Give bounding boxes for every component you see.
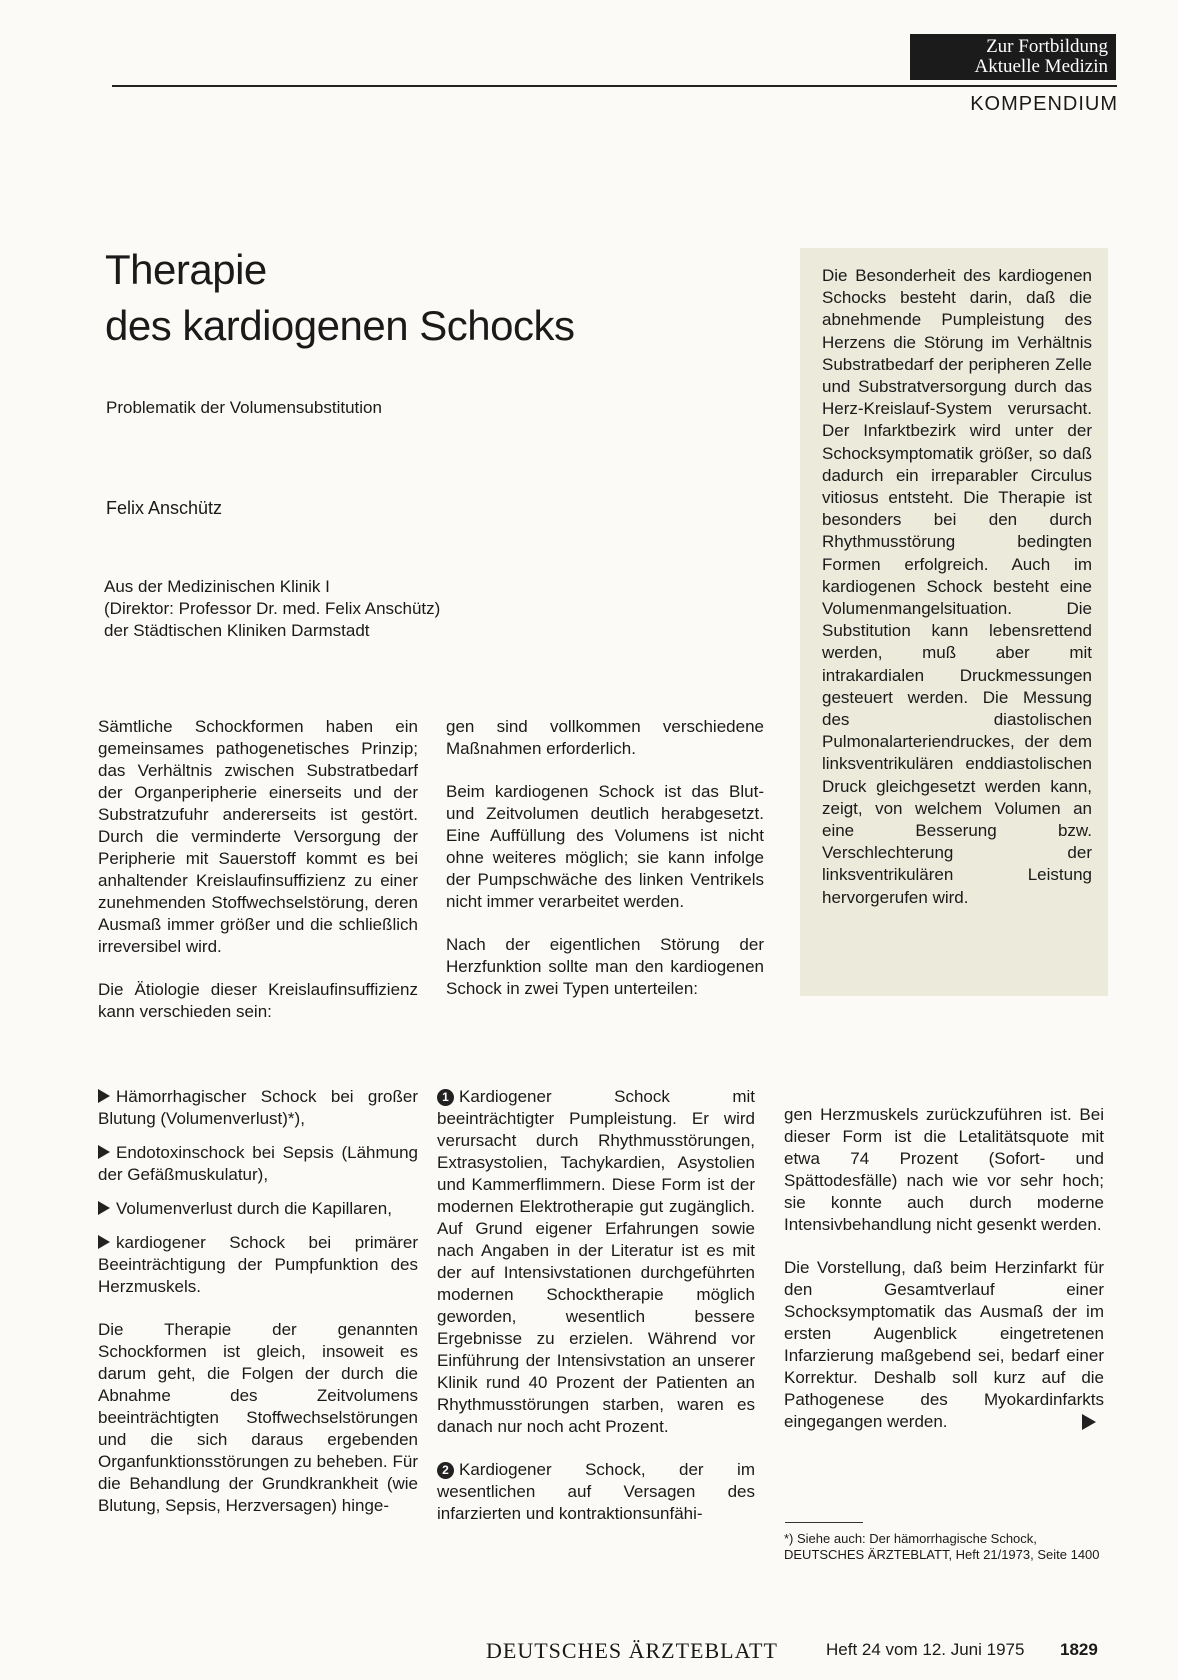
triangle-bullet-icon bbox=[98, 1089, 110, 1103]
paragraph-therapy: Die Therapie der genannten Schockformen ist gleich, insoweit es darum geht, die Folgen der durch die Abnahme des Zeitvolumens beeinträchtigten Stoffwechselstörungen und die sich daraus ergebenden Organfunktionsstörungen zu beheben. Für die Behandlung der Grundkrankheit (wie Blutung, Sepsis, Herzversagen) hinge- bbox=[98, 1320, 418, 1515]
triangle-bullet-icon bbox=[98, 1145, 110, 1159]
number-1-icon: 1 bbox=[437, 1089, 454, 1106]
footnote: *) Siehe auch: Der hämorrhagische Schock, DEUTSCHES ÄRZTEBLATT, Heft 21/1973, Seite 1400 bbox=[784, 1531, 1100, 1562]
paragraph-measures: gen sind vollkommen verschiedene Maßnahmen erforderlich. bbox=[446, 717, 764, 758]
issue-info: Heft 24 vom 12. Juni 1975 bbox=[826, 1640, 1025, 1659]
type-2-paragraph: 2 Kardiogener Schock, der im wesentlichen auf Versagen des infarzierten und kontraktionsunfähi- bbox=[437, 1460, 755, 1523]
author-name: Felix Anschütz bbox=[106, 498, 223, 518]
badge-line-1: Zur Fortbildung bbox=[986, 36, 1108, 57]
badge-line-2: Aktuelle Medizin bbox=[974, 56, 1108, 77]
triangle-bullet-icon bbox=[98, 1235, 110, 1249]
triangle-bullet-icon bbox=[98, 1201, 110, 1215]
body-column-1-lower bbox=[98, 1086, 418, 1538]
article-subtitle: Problematik der Volumensubstitution bbox=[106, 398, 382, 417]
paragraph-aetiology: Die Ätiologie dieser Kreislaufinsuffizienz kann verschieden sein: bbox=[98, 980, 418, 1021]
paragraph-types: Nach der eigentlichen Störung der Herzfunktion sollte man den kardiogenen Schock in zwei Typen unterteilen: bbox=[446, 935, 764, 998]
number-2-icon: 2 bbox=[437, 1462, 454, 1479]
paragraph-cardiogenic: Beim kardiogenen Schock ist das Blut- und Zeitvolumen deutlich herabgesetzt. Eine Auffüllung des Volumens ist nicht ohne weiteres möglich; sie kann infolge der Pumpschwäche des linken Ventrikels nicht immer verarbeitet werden. bbox=[446, 782, 764, 911]
paragraph-lethality: gen Herzmuskels zurückzuführen ist. Bei dieser Form ist die Letalitätsquote mit etwa 74 Prozent (Sofort- und Spättodesfälle) nach wie vor sehr hoch; sie konnte auch durch moderne Intensivbehandlung nicht gesenkt werden. bbox=[784, 1105, 1104, 1234]
body-column-2-lower bbox=[437, 1086, 755, 1546]
list-item: kardiogener Schock bei primärer Beeinträchtigung der Pumpfunktion des Herzmuskels. bbox=[98, 1233, 418, 1296]
paragraph-infarction: Die Vorstellung, daß beim Herzinfarkt für den Gesamtverlauf einer Schocksymptomatik das Ausmaß der im ersten Augenblick eingetretenen Infarzierung maßgebend sei, bedarf einer Korrektur. Deshalb soll kurz auf die Pathogenese des Myokardinfarkts eingegangen werden. bbox=[784, 1258, 1104, 1431]
list-item: Hämorrhagischer Schock bei großer Blutung (Volumenverlust)*), bbox=[98, 1087, 418, 1128]
author-affiliation bbox=[104, 576, 440, 642]
page-number: 1829 bbox=[1060, 1640, 1098, 1659]
title-line-1: Therapie bbox=[105, 246, 267, 293]
footnote-rule bbox=[785, 1522, 863, 1523]
body-column-2-upper bbox=[446, 716, 764, 1021]
header-rule bbox=[112, 85, 1117, 87]
affiliation-line-2: (Direktor: Professor Dr. med. Felix Anschütz) bbox=[104, 599, 441, 618]
title-line-2: des kardiogenen Schocks bbox=[105, 302, 575, 349]
type-1-paragraph: 1 Kardiogener Schock mit beeinträchtigter Pumpleistung. Er wird verursacht durch Rhythmusstörungen, Extrasystolien, Tachykardien, Asystolien und Kammerflimmern. Diese Form ist der modernen Elektrotherapie gut zugänglich. Auf Grund eigener Erfahrungen sowie nach Angaben in der Literatur ist es mit der auf Intensivstationen durchgeführten modernen Schocktherapie möglich geworden, wesentlich bessere Ergebnisse zu erzielen. Während vor Einführung der Intensivstation an unserer Klinik rund 40 Prozent der Patienten an Rhythmusstörungen starben, waren es danach nur noch acht Prozent. bbox=[437, 1087, 755, 1436]
list-item: Volumenverlust durch die Kapillaren, bbox=[98, 1198, 418, 1220]
continue-arrow-icon bbox=[1082, 1414, 1096, 1430]
body-column-3-lower bbox=[784, 1104, 1104, 1454]
summary-text: Die Besonderheit des kardiogenen Schocks besteht darin, daß die abnehmende Pumpleistung des Herzens die Störung im Verhältnis Substratbedarf der peripheren Zelle und Substratversorgung durch das Herz-Kreislauf-System verursacht. Der Infarktbezirk wird unter der Schocksymptomatik größer, so daß dadurch ein irreparabler Circulus vitiosus entsteht. Die Therapie ist besonders bei den durch Rhythmusstörung bedingten Formen erfolgreich. Auch im kardiogenen Schock besteht eine Volumenmangelsituation. Die Substitution kann lebensrettend werden, muß aber mit intrakardialen Druckmessungen gesteuert werden. Die Messung des diastolischen Pulmonalarteriendruckes, der dem linksventrikulären enddiastolischen Druck gleichgesetzt werden kann, zeigt, von welchem Volumen an eine Besserung bzw. Verschlechterung der linksventrikulären Leistung hervorgerufen wird. bbox=[822, 266, 1092, 907]
paragraph-intro: Sämtliche Schockformen haben ein gemeinsames pathogenetisches Prinzip; das Verhältnis zwischen Substratbedarf der Organperipherie einerseits und der Substratzufuhr andererseits ist gestört. Durch die verminderte Versorgung der Peripherie mit Sauerstoff kommt es bei anhaltender Kreislaufinsuffizienz zu einer zunehmenden Stoffwechselstörung, deren Ausmaß immer größer und die schließlich irreversibel wird. bbox=[98, 717, 418, 956]
section-label: KOMPENDIUM bbox=[970, 93, 1118, 115]
body-column-1-upper bbox=[98, 716, 418, 1044]
list-item: Endotoxinschock bei Sepsis (Lähmung der Gefäßmuskulatur), bbox=[98, 1143, 418, 1184]
journal-name: DEUTSCHES ÄRZTEBLATT bbox=[486, 1638, 778, 1663]
article-title bbox=[105, 242, 574, 354]
affiliation-line-1: Aus der Medizinischen Klinik I bbox=[104, 577, 330, 596]
affiliation-line-3: der Städtischen Kliniken Darmstadt bbox=[104, 621, 370, 640]
section-badge bbox=[910, 34, 1116, 80]
